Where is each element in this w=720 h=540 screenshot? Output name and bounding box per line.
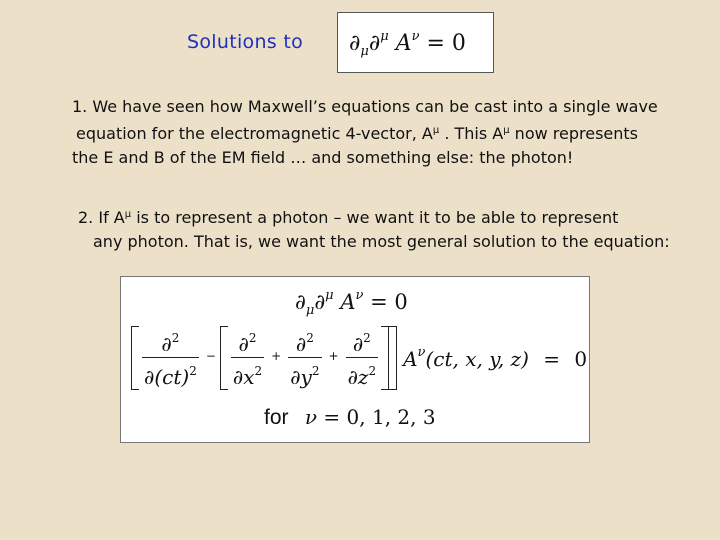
denominator-text: ∂y	[290, 365, 312, 389]
field-index: ν	[355, 288, 364, 303]
plus-sign: +	[271, 348, 282, 363]
paragraph-2-line-1	[78, 203, 670, 230]
fraction-denominator	[346, 357, 379, 390]
power: 2	[368, 364, 377, 378]
equals-sign: =	[426, 31, 445, 56]
field-index: ν	[417, 344, 426, 360]
slide-title: Solutions to	[187, 31, 304, 53]
paragraph-2	[78, 203, 670, 254]
partial-symbol: ∂	[295, 290, 306, 314]
z-derivative-fraction	[346, 325, 379, 390]
paragraph-1-line-1: 1. We have seen how Maxwell’s equations can be cast into a single wave	[72, 97, 658, 116]
left-bracket	[131, 326, 139, 390]
power: 2	[306, 331, 314, 345]
paragraph-1	[72, 95, 658, 170]
denominator-text: ∂(ct)	[144, 365, 190, 389]
index-values: 0, 1, 2, 3	[346, 405, 436, 429]
inner-left-bracket	[220, 326, 228, 390]
fraction-numerator	[159, 325, 181, 357]
index-range-line	[264, 405, 436, 430]
fraction-numerator	[237, 325, 259, 357]
fraction-denominator	[142, 357, 199, 390]
minus-sign: −	[205, 348, 216, 363]
power: 2	[311, 364, 320, 378]
x-derivative-fraction	[231, 325, 264, 390]
superscript: μ	[503, 125, 510, 136]
right-double-bracket	[381, 326, 397, 390]
partial-symbol: ∂	[238, 332, 249, 356]
paragraph-2-line-2: any photon. That is, we want the most general solution to the equation:	[93, 232, 670, 251]
fraction-denominator	[231, 357, 264, 390]
denominator-text: ∂z	[347, 365, 369, 389]
partial-symbol: ∂	[349, 31, 361, 56]
text-segment: . This A	[439, 124, 504, 143]
partial-symbol: ∂	[368, 31, 381, 56]
denominator-text: ∂x	[232, 365, 255, 389]
field-symbol: A	[340, 290, 356, 314]
index-variable: ν	[304, 405, 318, 429]
lower-index: μ	[305, 303, 315, 318]
for-word: for	[264, 406, 289, 429]
text-segment: 2. If A	[78, 208, 125, 227]
y-derivative-fraction	[288, 325, 321, 390]
lower-index: μ	[360, 44, 369, 59]
field-expression	[403, 345, 587, 371]
upper-index: μ	[380, 29, 389, 44]
rhs-value: 0	[574, 346, 588, 371]
power: 2	[363, 331, 371, 345]
paragraph-1-line-2	[72, 119, 658, 146]
power: 2	[171, 331, 180, 345]
outer-right-bracket	[389, 326, 397, 390]
general-solution-box	[120, 276, 590, 443]
field-arguments: (ct, x, y, z)	[425, 346, 529, 371]
expanded-wave-equation	[131, 325, 587, 390]
field-index: ν	[411, 29, 420, 44]
text-segment: now represents	[509, 124, 639, 143]
fraction-numerator	[351, 325, 373, 357]
equals-sign: =	[323, 405, 341, 429]
field-symbol: A	[403, 346, 418, 371]
rhs-value: 0	[394, 290, 408, 314]
inner-right-bracket	[381, 326, 389, 390]
wave-equation-box	[337, 12, 494, 73]
superscript: μ	[124, 209, 132, 220]
field-symbol: A	[395, 31, 412, 56]
equals-sign: =	[543, 346, 561, 371]
equals-sign: =	[370, 290, 388, 314]
partial-symbol: ∂	[295, 332, 307, 356]
power: 2	[189, 364, 197, 378]
time-derivative-fraction	[142, 325, 199, 390]
partial-symbol: ∂	[314, 290, 326, 314]
paragraph-1-line-3: the E and B of the EM field … and something else: the photon!	[72, 148, 574, 167]
fraction-numerator	[294, 325, 316, 357]
text-segment: equation for the electromagnetic 4-vector, A	[76, 124, 433, 143]
fraction-denominator	[288, 357, 321, 390]
text-segment: is to represent a photon – we want it to be able to represent	[131, 208, 619, 227]
wave-equation	[349, 29, 466, 59]
upper-index: μ	[325, 288, 334, 303]
box-wave-equation	[295, 288, 408, 318]
partial-symbol: ∂	[352, 332, 364, 356]
partial-symbol: ∂	[161, 332, 172, 356]
superscript: μ	[432, 125, 440, 136]
rhs-value: 0	[451, 31, 466, 56]
power: 2	[254, 364, 263, 378]
power: 2	[248, 331, 257, 345]
plus-sign: +	[328, 348, 339, 363]
